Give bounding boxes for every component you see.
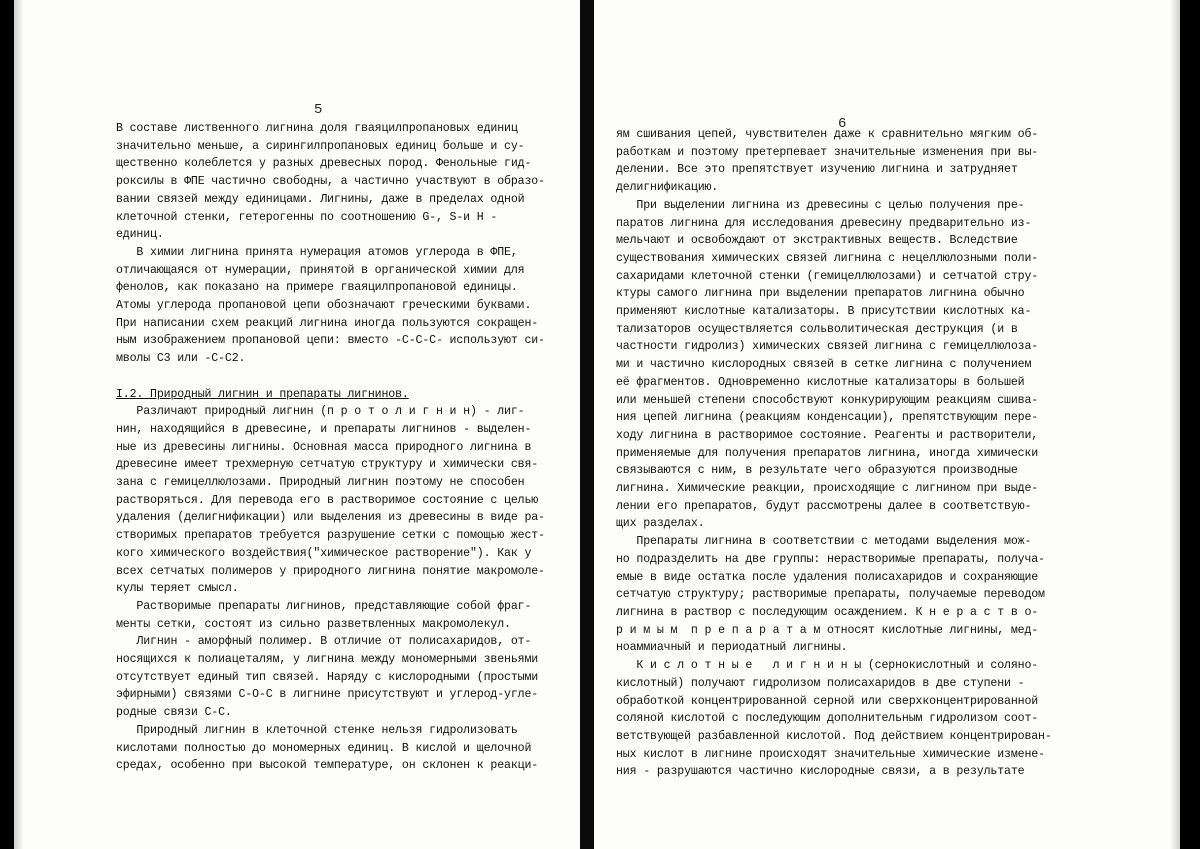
text-line: ные из древесины лигнины. Основная масса природного лигнина в: [116, 440, 532, 454]
text-line: применяют кислотные катализаторы. В присутствии кислотных ка-: [616, 305, 1032, 319]
text-line: делигнификацию.: [616, 181, 719, 195]
text-line: эфирными) связями С-О-С в лигнине присутствуют и углерод-угле-: [116, 688, 539, 702]
text-line: К и с л о т н ы е л и г н и н ы (сернокислотный и соляно-: [616, 659, 1039, 673]
text-line: В составе лиственного лигнина доля гваяцилпропановых единиц: [116, 122, 518, 135]
text-line: средах, особенно при высокой температуре, он склонен к реакци-: [116, 759, 539, 773]
text-line: Препараты лигнина в соответствии с методами выделения мож-: [616, 535, 1032, 549]
text-line: В химии лигнина принята нумерация атомов углерода в ФПЕ,: [116, 245, 518, 259]
text-line: емые в виде остатка после удаления полисахаридов и сохраняющие: [616, 570, 1039, 584]
text-line: клеточной стенки, гетерогенны по соотношению G-, S-и H -: [116, 210, 498, 224]
text-line: мволы C3 или -C-C2.: [116, 352, 246, 366]
text-line: ния цепей лигнина (реакциям конденсации), препятствующим пере-: [616, 411, 1039, 425]
text-line: Лигнин - аморфный полимер. В отличие от полисахаридов, от-: [116, 635, 532, 649]
text-line: кислотами полностью до мономерных единиц. В кислой и щелочной: [116, 741, 532, 755]
text-line: Различают природный лигнин (п р о т о л и г н и н) - лиг-: [116, 405, 525, 419]
page-body: [616, 126, 1072, 781]
text-line: связываются с ним, в результате чего образуются производные: [616, 464, 1018, 478]
text-line: р и м ы м п р е п а р а т а м относят кислотные лигнины, мед-: [616, 623, 1039, 637]
text-line: соляной кислотой с последующим дополнительным гидролизом соот-: [616, 712, 1039, 726]
text-line: лигнина. Химические реакции, происходящие с лигнином при выде-: [616, 482, 1039, 496]
text-line: значительно меньше, а сирингилпропановых единиц больше и су-: [116, 139, 525, 153]
text-line: фенолов, как показано на примере гваяцилпропановой единицы.: [116, 281, 518, 295]
text-line: щественно колеблется у разных древесных пород. Фенольные гид-: [116, 157, 532, 171]
text-line: I.2. Природный лигнин и препараты лигнинов.: [116, 387, 409, 401]
text-line: работкам и поэтому претерпевает значительные изменения при вы-: [616, 145, 1039, 159]
blank-line: [116, 368, 556, 386]
text-line: частности гидролиз) химических связей лигнина с гемицеллюлоза-: [616, 340, 1039, 354]
book-spine: [580, 0, 594, 849]
text-line: древесине имеет трехмерную сетчатую структуру и химически свя-: [116, 458, 539, 472]
text-line: ям сшивания цепей, чувствителен даже к сравнительно мягким об-: [616, 128, 1039, 141]
text-line: сахаридами клеточной стенки (гемицеллюлозами) и сетчатой стру-: [616, 269, 1039, 283]
text-line: зана с гемицеллюлозами. Природный лигнин поэтому не способен: [116, 476, 525, 490]
text-line: паратов лигнина для исследования древесину предварительно из-: [616, 216, 1032, 230]
text-line: существования химических связей лигнина с нецеллюлозными поли-: [616, 251, 1039, 265]
text-line: ктуры самого лигнина при выделении препаратов лигнина обычно: [616, 287, 1025, 301]
text-line: кого химического воздействия("химическое растворение"). Как у: [116, 546, 532, 560]
text-line: применяемые для получения препаратов лигнина, иногда химически: [616, 446, 1039, 460]
text-line: лении его препаратов, будут рассмотрены далее в соответствую-: [616, 499, 1032, 513]
text-line: ми и частично кислородных связей в сетке лигнина с получением: [616, 358, 1032, 372]
left-page: [14, 0, 580, 849]
text-line: но подразделить на две группы: нерастворимые препараты, получа-: [616, 552, 1045, 566]
text-line: вании связей между единицами. Лигнины, даже в пределах одной: [116, 192, 525, 206]
text-line: Природный лигнин в клеточной стенке нельзя гидролизовать: [116, 723, 518, 737]
text-line: менты сетки, состоят из сильно разветвленных макромолекул.: [116, 617, 511, 631]
right-page: [594, 0, 1180, 849]
page-edge-shadow: [14, 0, 24, 849]
text-line: щих разделах.: [616, 517, 705, 531]
text-line: ходу лигнина в растворимое состояние. Реагенты и растворители,: [616, 428, 1039, 442]
text-line: лигнина в раствор с последующим осаждением. К н е р а с т в о-: [616, 605, 1039, 619]
text-line: ния - разрушаются частично кислородные связи, а в результате: [616, 765, 1025, 779]
text-line: ным изображением пропановой цепи: вместо -С-С-С- используют си-: [116, 334, 545, 348]
text-line: или меньшей степени способствуют конкурирующим реакциям сшива-: [616, 393, 1039, 407]
text-line: роксилы в ФПЕ частично свободны, а частично участвуют в образо-: [116, 175, 545, 189]
text-line: всех сетчатых полимеров у природного лигнина понятие макромоле-: [116, 564, 545, 578]
text-line: родные связи С-С.: [116, 706, 232, 720]
text-line: делении. Все это препятствует изучению лигнина и затрудняет: [616, 163, 1018, 177]
text-line: кулы теряет смысл.: [116, 582, 239, 596]
page-body: [116, 120, 556, 775]
text-line: ноаммиачный и периодатный лигнины.: [616, 641, 848, 655]
text-line: сетчатую структуру; растворимые препараты, получаемые переводом: [616, 588, 1045, 602]
text-line: мельчают и освобождают от экстрактивных веществ. Вследствие: [616, 234, 1018, 248]
text-line: При написании схем реакций лигнина иногда пользуются сокращен-: [116, 316, 539, 330]
text-line: створимых препаратов требуется разрушение сетки с помощью жест-: [116, 529, 545, 543]
text-line: ных кислот в лигнине происходят значительные химические измене-: [616, 747, 1045, 761]
page-edge-shadow: [1170, 0, 1180, 849]
page-number: 5: [314, 102, 323, 118]
text-line: нин, находящийся в древесине, и препараты лигнинов - выделен-: [116, 422, 532, 436]
page-number: 6: [838, 116, 847, 132]
text-line: отсутствует единый тип связей. Наряду с кислородными (простыми: [116, 670, 539, 684]
text-line: носящихся к полиацеталям, у лигнина между мономерными звеньями: [116, 653, 539, 667]
text-line: тализаторов осуществляется сольволитическая деструкция (и в: [616, 322, 1018, 336]
text-line: Атомы углерода пропановой цепи обозначают греческими буквами.: [116, 299, 532, 313]
text-line: удаления (делигнификации) или выделения из древесины в виде ра-: [116, 511, 545, 525]
text-line: Растворимые препараты лигнинов, представляющие собой фраг-: [116, 599, 532, 613]
text-line: её фрагментов. Одновременно кислотные катализаторы в большей: [616, 375, 1025, 389]
text-line: кислотный) получают гидролизом полисахаридов в две ступени -: [616, 676, 1025, 690]
text-line: единиц.: [116, 228, 164, 242]
text-line: отличающаяся от нумерации, принятой в органической химии для: [116, 263, 525, 277]
text-line: растворяться. Для перевода его в растворимое состояние с целью: [116, 493, 539, 507]
text-line: обработкой концентрированной серной или сверхконцентрированной: [616, 694, 1039, 708]
text-line: При выделении лигнина из древесины с целью получения пре-: [616, 198, 1025, 212]
text-line: ветствующей разбавленной кислотой. Под действием концентрирован-: [616, 729, 1052, 743]
